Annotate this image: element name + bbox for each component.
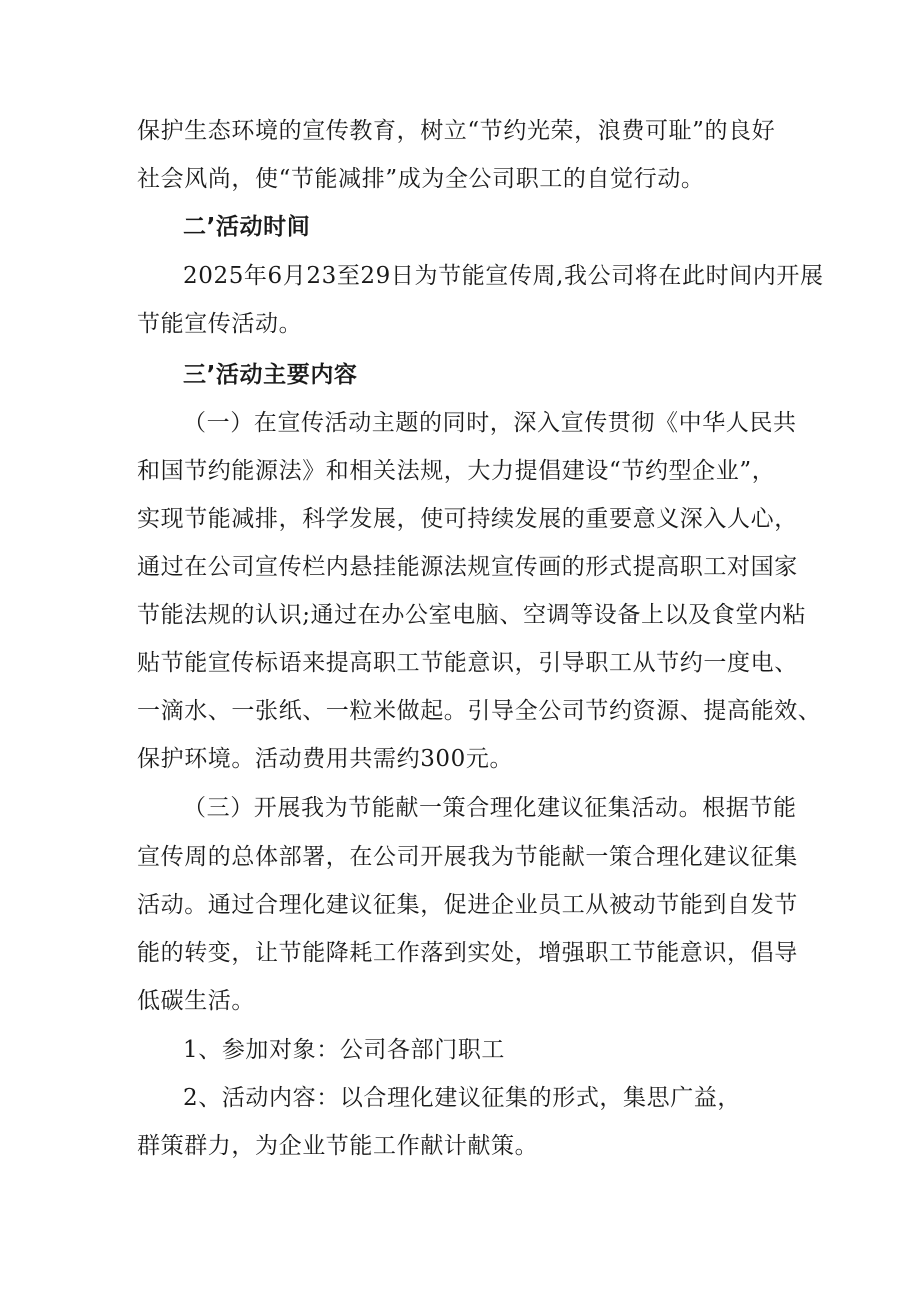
paragraph-4-line-5: 低碳生活。 <box>137 988 255 1014</box>
paragraph-3-line-4: 通过在公司宣传栏内悬挂能源法规宣传画的形式提高职工对国家 <box>137 554 798 580</box>
paragraph-3-line-8: 保护环境。活动费用共需约300元。 <box>137 746 514 772</box>
list-item-2-line-2: 群策群力，为企业节能工作献计献策。 <box>137 1133 539 1159</box>
paragraph-4-line-1: （三）开展我为节能献一策合理化建议征集活动。根据节能 <box>183 795 797 821</box>
paragraph-4-line-4: 能的转变，让节能降耗工作落到实处，增强职工节能意识，倡导 <box>137 940 798 966</box>
section-heading-main-content: 三’活动主要内容 <box>183 362 358 388</box>
paragraph-3-line-6: 贴节能宣传标语来提高职工节能意识，引导职工从节约一度电、 <box>137 650 798 676</box>
paragraph-4-line-3: 活动。通过合理化建议征集，促进企业员工从被动节能到自发节 <box>137 892 798 918</box>
paragraph-3-line-2: 和国节约能源法》和相关法规，大力提倡建设“节约型企业”， <box>137 458 776 484</box>
paragraph-2-line-2: 节能宣传活动。 <box>137 311 303 337</box>
paragraph-3-line-5: 节能法规的认识;通过在办公室电脑、空调等设备上以及食堂内粘 <box>137 602 807 628</box>
paragraph-2-line-1: 2025年6月23至29日为节能宣传周,我公司将在此时间内开展 <box>183 263 824 289</box>
paragraph-3-line-3: 实现节能减排，科学发展，使可持续发展的重要意义深入人心， <box>137 506 798 532</box>
list-item-2-line-1: 2、活动内容：以合理化建议征集的形式，集思广益， <box>183 1085 742 1111</box>
paragraph-3-line-7: 一滴水、一张纸、一粒米做起。引导全公司节约资源、提高能效、 <box>137 698 822 724</box>
paragraph-3-line-1: （一）在宣传活动主题的同时，深入宣传贯彻《中华人民共 <box>183 410 797 436</box>
paragraph-1-line-2: 社会风尚，使“节能减排”成为全公司职工的自觉行动。 <box>137 166 705 192</box>
list-item-1: 1、参加对象：公司各部门职工 <box>183 1037 506 1063</box>
paragraph-4-line-2: 宣传周的总体部署，在公司开展我为节能献一策合理化建议征集 <box>137 844 798 870</box>
paragraph-1-line-1: 保护生态环境的宣传教育，树立“节约光荣，浪费可耻”的良好 <box>137 118 776 144</box>
section-heading-activity-time: 二’活动时间 <box>183 214 311 240</box>
